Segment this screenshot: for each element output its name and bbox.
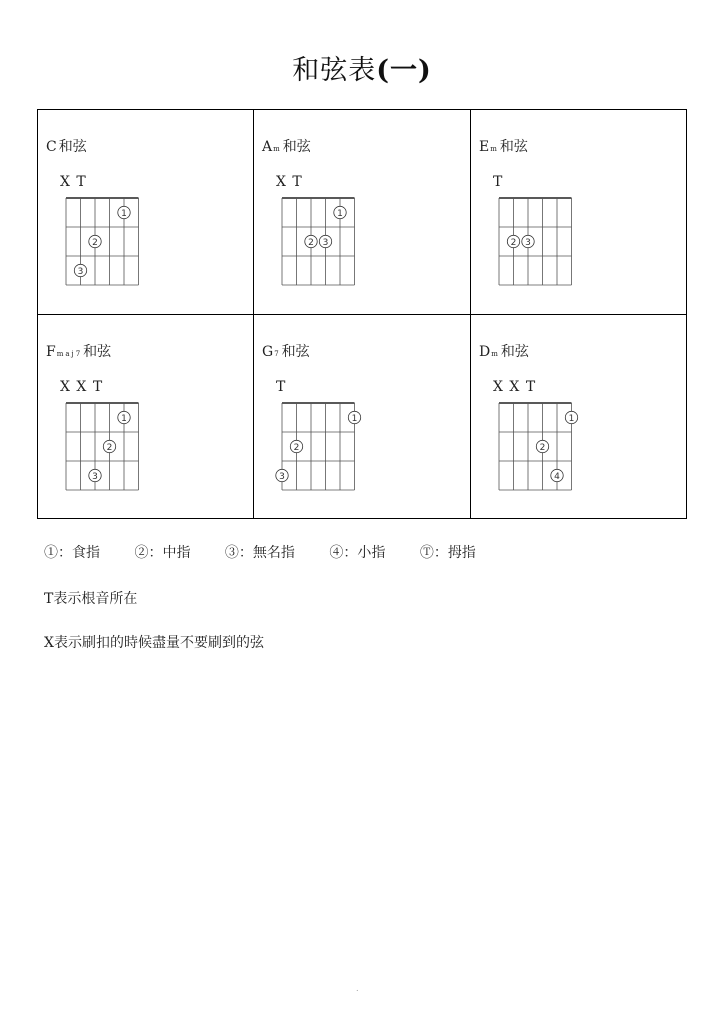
finger-number: 1	[121, 208, 127, 219]
finger-number: 2	[92, 237, 98, 248]
legend-text: ：無名指	[238, 545, 295, 561]
legend-item-thumb	[420, 545, 476, 561]
chord-quality: 7	[274, 350, 281, 358]
chord-quality: m	[490, 145, 499, 153]
finger-number: 3	[279, 471, 285, 482]
chord-suffix: 和弦	[500, 344, 529, 360]
legend-text: ：食指	[58, 545, 100, 561]
string-marks: T	[493, 174, 504, 190]
chord-suffix: 和弦	[58, 139, 87, 155]
finger-number: 3	[77, 266, 84, 277]
chord-suffix: 和弦	[83, 344, 112, 360]
finger-number: 3	[525, 237, 531, 248]
chord-root: A	[262, 139, 273, 155]
chord-name	[262, 341, 310, 361]
ring-finger-symbol: ③	[224, 545, 239, 561]
chord-table	[37, 109, 687, 519]
chord-diagram	[270, 190, 370, 290]
page-title	[0, 48, 724, 87]
legend-item-little	[329, 545, 385, 561]
chord-cell-dm	[471, 315, 687, 520]
string-marks: X X T	[60, 379, 104, 395]
finger-number: 1	[121, 413, 127, 424]
finger-number: 4	[554, 471, 560, 482]
chord-name	[479, 136, 528, 156]
string-marks: X T	[60, 174, 87, 190]
chord-name	[479, 341, 529, 361]
middle-finger-symbol: ②	[134, 545, 149, 561]
string-marks: X T	[276, 174, 303, 190]
legend-text: ：中指	[148, 545, 191, 561]
chord-suffix: 和弦	[282, 139, 311, 155]
note-t-meaning: T表示根音所在	[44, 591, 138, 607]
chord-name	[262, 136, 311, 156]
finger-legend	[44, 542, 506, 562]
finger-number: 1	[351, 413, 358, 424]
chord-suffix: 和弦	[499, 139, 528, 155]
index-finger-symbol: ①	[44, 545, 58, 561]
chord-root: E	[479, 139, 490, 155]
chord-quality: maj7	[56, 350, 83, 358]
chord-diagram	[54, 190, 154, 290]
finger-number: 3	[92, 471, 98, 482]
finger-number: 1	[568, 413, 575, 424]
chord-quality: m	[273, 145, 282, 153]
legend-text: ：小指	[343, 545, 386, 561]
chord-suffix: 和弦	[281, 344, 310, 360]
legend-text: ：拇指	[433, 545, 476, 561]
legend-item-middle	[134, 545, 190, 561]
finger-number: 2	[106, 442, 113, 453]
chord-name	[46, 341, 111, 361]
little-finger-symbol: ④	[329, 545, 344, 561]
chord-cell-em	[471, 110, 687, 315]
finger-number: 2	[293, 442, 300, 453]
chord-cell-fmaj7	[38, 315, 254, 520]
chord-diagram	[270, 395, 370, 495]
string-marks: X X T	[493, 379, 537, 395]
legend-item-ring	[225, 545, 295, 561]
chord-name	[46, 136, 87, 156]
chord-cell-g7	[254, 315, 470, 520]
finger-number: 2	[510, 237, 517, 248]
title-main: 和弦表	[292, 55, 377, 86]
chord-diagram	[54, 395, 154, 495]
title-paren: (一)	[376, 55, 432, 86]
chord-root: F	[46, 344, 56, 360]
chord-diagram	[487, 190, 587, 290]
chord-root: C	[46, 139, 57, 155]
chord-cell-am	[254, 110, 470, 315]
page-mark: .	[356, 984, 359, 993]
chord-root: D	[479, 344, 491, 360]
chord-cell-c	[38, 110, 254, 315]
chord-root: G	[262, 344, 274, 360]
finger-number: 1	[337, 208, 343, 219]
finger-number: 2	[308, 237, 314, 248]
thumb-symbol: Ⓣ	[419, 545, 434, 561]
finger-number: 3	[322, 237, 329, 248]
chord-diagram	[487, 395, 587, 495]
legend-item-index	[44, 545, 100, 561]
finger-number: 2	[539, 442, 546, 453]
note-x-meaning: X表示刷扣的時候盡量不要刷到的弦	[44, 635, 264, 651]
chord-quality: m	[491, 350, 500, 358]
string-marks: T	[276, 379, 287, 395]
